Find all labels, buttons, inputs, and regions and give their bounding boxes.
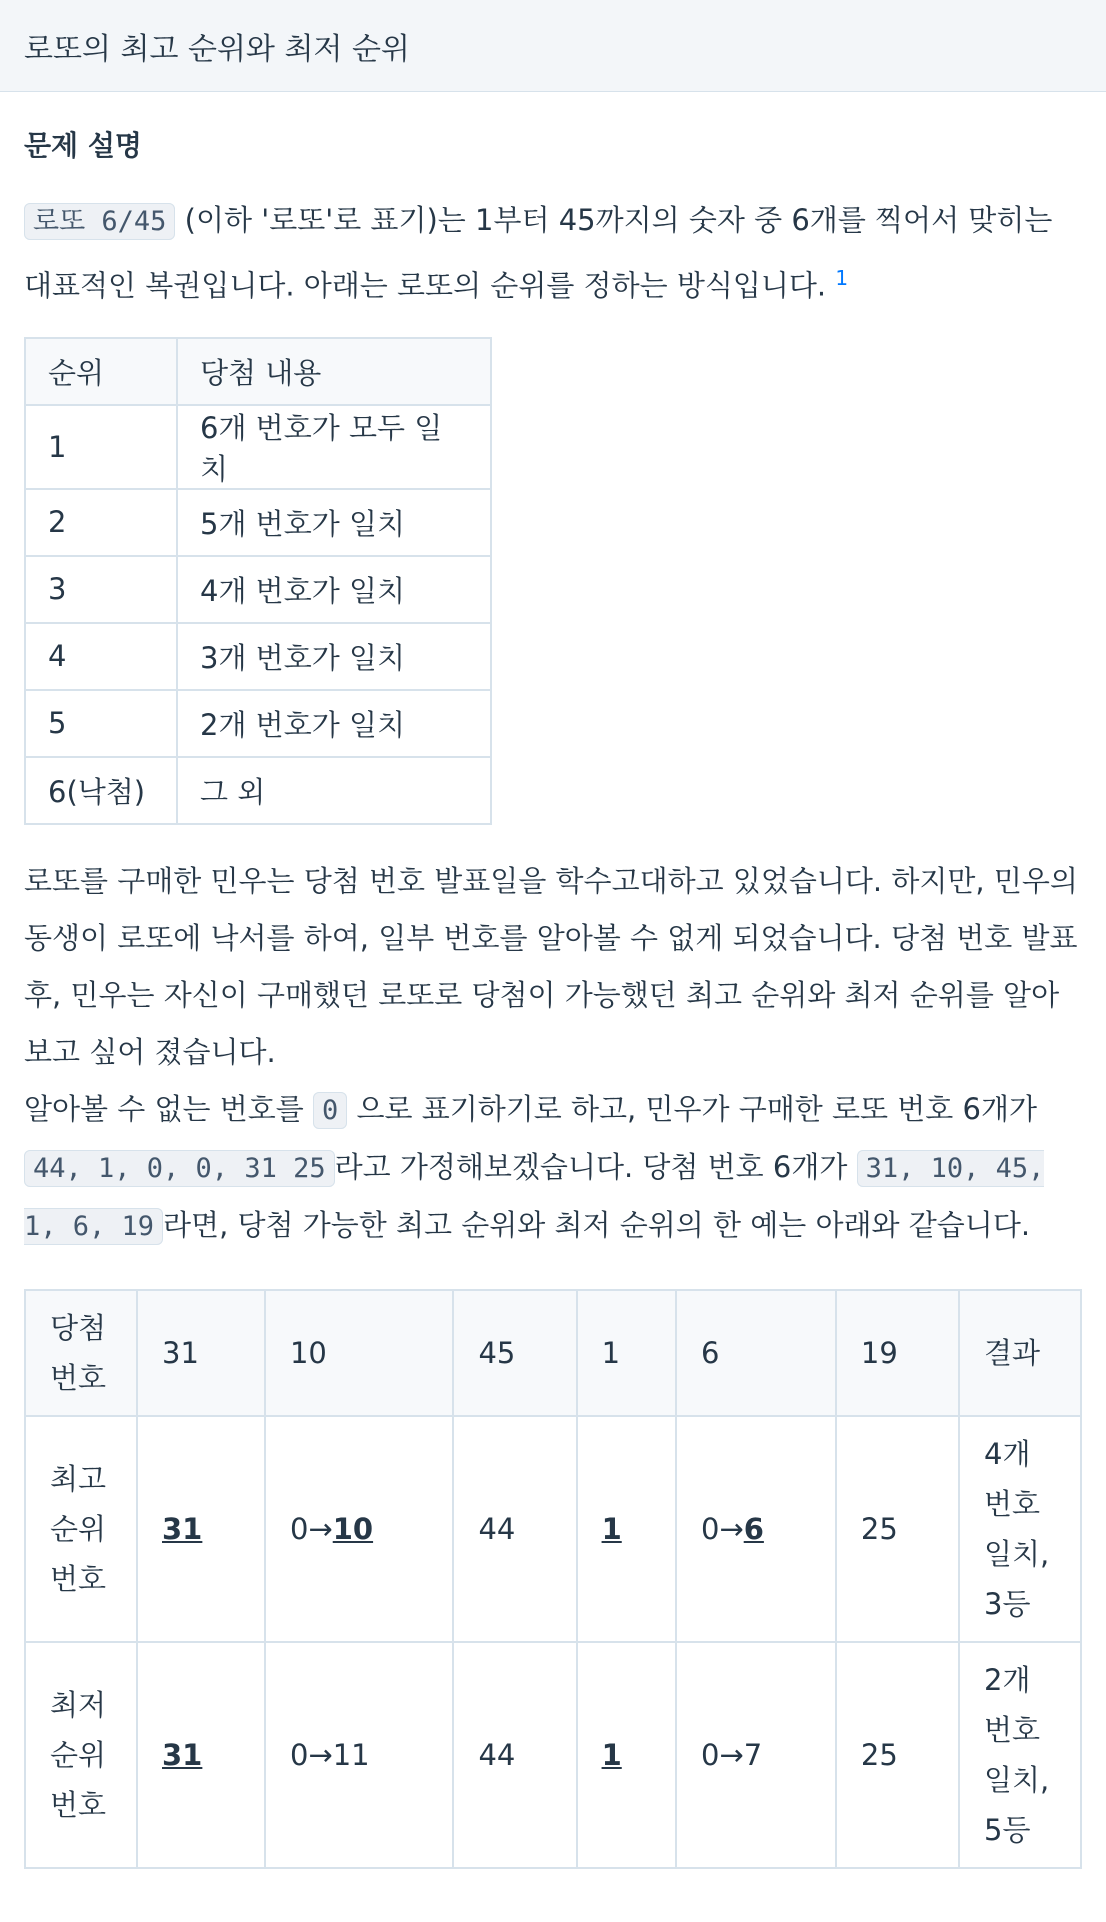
example-table [24, 1289, 1082, 1869]
text-part: 알아볼 수 없는 번호를 [24, 1091, 304, 1126]
desc-cell: 그 외 [177, 757, 491, 824]
arrow-prefix: 0→ [700, 1511, 744, 1546]
zero-code: 0 [313, 1092, 347, 1129]
table-row [25, 405, 491, 489]
desc-cell: 5개 번호가 일치 [177, 489, 491, 556]
number-cell: 10 [265, 1290, 454, 1416]
table-header-row [25, 1290, 1081, 1416]
table-row [25, 1416, 1081, 1642]
problem-title-bar [0, 0, 1106, 92]
number-cell [265, 1416, 454, 1642]
table-row [25, 690, 491, 757]
number-cell [137, 1416, 265, 1642]
table-row [25, 757, 491, 824]
number-cell: 19 [836, 1290, 959, 1416]
header-cell: 순위 [25, 338, 177, 405]
intro-text: (이하 '로또'로 표기)는 1부터 45까지의 숫자 중 6개를 찍어서 맞히는 대표적인 복권입니다. 아래는 로또의 순위를 정하는 방식입니다. [24, 203, 1053, 303]
bought-numbers-code: 44, 1, 0, 0, 31 25 [24, 1150, 335, 1187]
desc-cell: 4개 번호가 일치 [177, 556, 491, 623]
rank-cell: 6(낙첨) [25, 757, 177, 824]
result-cell: 2개 번호 일치, 5등 [959, 1642, 1081, 1868]
number-cell: 0→7 [676, 1642, 836, 1868]
result-cell: 4개 번호 일치, 3등 [959, 1416, 1081, 1642]
row-label: 최저 순위 번호 [25, 1642, 137, 1868]
result-cell: 결과 [959, 1290, 1081, 1416]
problem-content [0, 126, 1106, 1869]
text-part: 라고 가정해보겠습니다. 당첨 번호 6개가 [334, 1149, 848, 1184]
intro-paragraph [24, 192, 1082, 315]
rank-cell: 3 [25, 556, 177, 623]
rank-cell: 1 [25, 405, 177, 489]
header-cell: 당첨 내용 [177, 338, 491, 405]
matched-number: 31 [162, 1511, 203, 1546]
table-row [25, 489, 491, 556]
table-row [25, 556, 491, 623]
number-cell: 31 [137, 1290, 265, 1416]
table-row [25, 623, 491, 690]
number-cell: 45 [453, 1290, 576, 1416]
number-cell: 1 [577, 1290, 676, 1416]
table-row [25, 1642, 1081, 1868]
number-cell [676, 1416, 836, 1642]
winning-numbers-code: 31, 10, 45, 1, 6, 19 [24, 1150, 1044, 1245]
number-cell [577, 1642, 676, 1868]
number-cell: 25 [836, 1416, 959, 1642]
footnote-link[interactable]: 1 [835, 266, 849, 290]
story-paragraph: 로또를 구매한 민우는 당첨 번호 발표일을 학수고대하고 있었습니다. 하지만, 민우의 동생이 로또에 낙서를 하여, 일부 번호를 알아볼 수 없게 되었습니다. 당첨 번호 발표 후, 민우는 자신이 구매했던 로또로 당첨이 가능했던 최고 순위와 최저 순위를 알아보고 싶어 졌습니다. [24, 863, 1078, 1069]
example-paragraph [24, 1081, 1082, 1255]
matched-number: 1 [601, 1737, 622, 1772]
number-cell: 25 [836, 1642, 959, 1868]
text-part: 라면, 당첨 가능한 최고 순위와 최저 순위의 한 예는 아래와 같습니다. [163, 1207, 1031, 1242]
problem-title: 로또의 최고 순위와 최저 순위 [24, 31, 410, 67]
matched-number: 6 [743, 1511, 764, 1546]
arrow-prefix: 0→ [289, 1511, 333, 1546]
number-cell [577, 1416, 676, 1642]
rank-cell: 2 [25, 489, 177, 556]
desc-cell: 3개 번호가 일치 [177, 623, 491, 690]
row-label: 최고 순위 번호 [25, 1416, 137, 1642]
lotto-code: 로또 6/45 [24, 203, 175, 240]
rank-cell: 5 [25, 690, 177, 757]
number-cell [137, 1642, 265, 1868]
number-cell: 44 [453, 1642, 576, 1868]
desc-cell: 6개 번호가 모두 일치 [177, 405, 491, 489]
text-part: 으로 표기하기로 하고, 민우가 구매한 로또 번호 6개가 [356, 1091, 1037, 1126]
desc-cell: 2개 번호가 일치 [177, 690, 491, 757]
row-label: 당첨 번호 [25, 1290, 137, 1416]
rank-cell: 4 [25, 623, 177, 690]
table-header-row [25, 338, 491, 405]
rank-table [24, 337, 492, 825]
number-cell: 6 [676, 1290, 836, 1416]
matched-number: 31 [162, 1737, 203, 1772]
matched-number: 10 [332, 1511, 374, 1546]
section-title: 문제 설명 [24, 129, 142, 162]
number-cell: 0→11 [265, 1642, 454, 1868]
number-cell: 44 [453, 1416, 576, 1642]
matched-number: 1 [601, 1511, 622, 1546]
